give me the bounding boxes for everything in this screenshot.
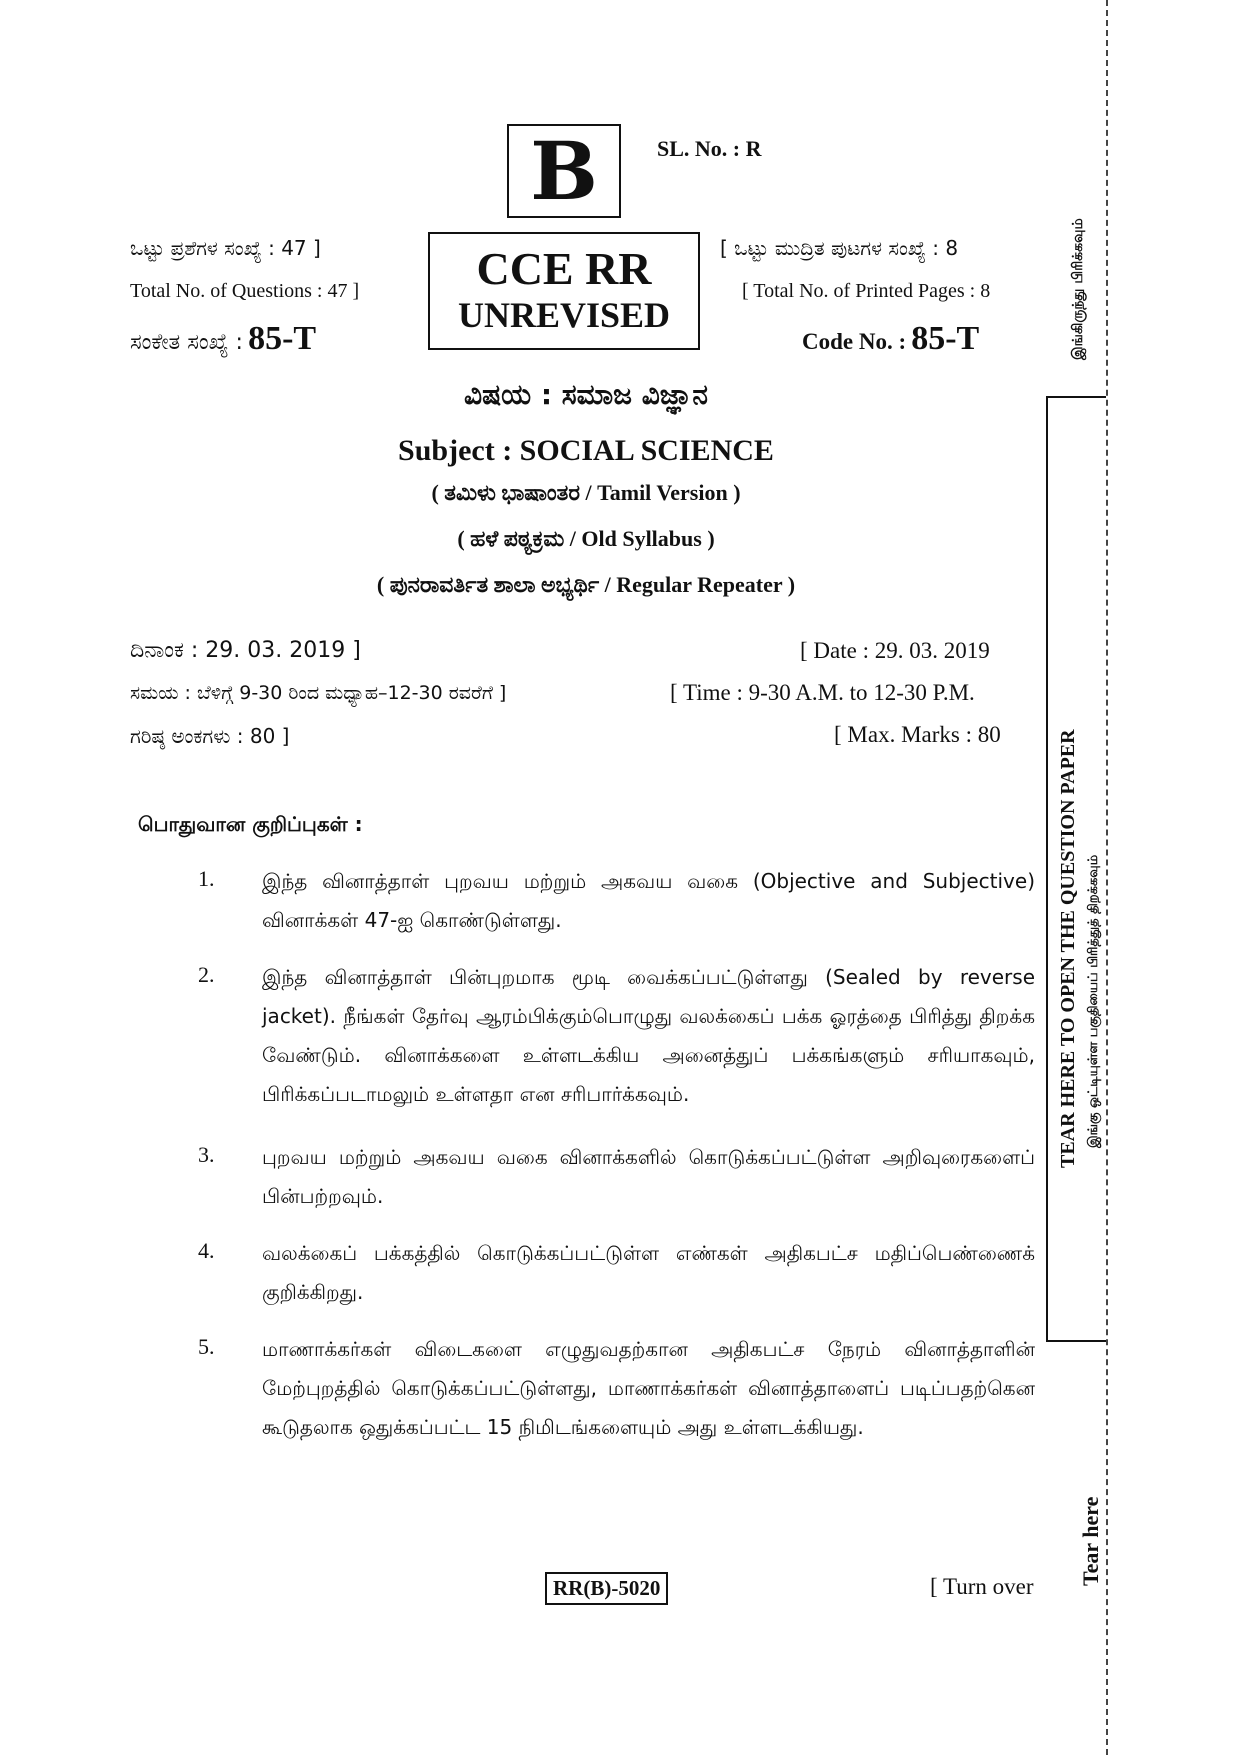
turn-over-label: [ Turn over [930, 1574, 1034, 1599]
kn-total-pages: [ ಒಟ್ಟು ಮುದ್ರಿತ ಪುಟಗಳ ಸಂಖ್ಯೆ : 8 [720, 236, 959, 260]
instruction-text: இந்த வினாத்தாள் புறவய மற்றும் அகவய வகை (Objective and Subjective) வினாக்கள் 47-ஐ கொண்டுள்ளது. [262, 869, 1035, 932]
kn-code-line [130, 320, 316, 358]
paper-code: RR(B)-5020 [545, 1572, 668, 1605]
serial-number: SL. No. : R [657, 136, 762, 161]
cce-title: CCE RR [476, 243, 652, 294]
instruction-text: புறவய மற்றும் அகவய வகை வினாக்களில் கொடுக்கப்பட்டுள்ள அறிவுரைகளைப் பின்பற்றவும். [262, 1145, 1035, 1208]
en-time: [ Time : 9-30 A.M. to 12-30 P.M. [670, 680, 975, 705]
tear-tamil-main: இங்கு ஒட்டியுள்ள பகுதியைப் பிரித்துத் திறக்கவும் [1086, 854, 1101, 1148]
instruction-text: மாணாக்கர்கள் விடைகளை எழுதுவதற்கான அதிகபட்ச நேரம் வினாத்தாளின் மேற்புறத்தில் கொடுக்கப்பட்டுள்ளது, மாணாக்கர்கள் வினாத்தாளைப் படிப்பதற்கென கூடுதலாக ஒதுக்கப்பட்ட 15 நிமிடங்களையும் அது உள்ளடக்கியது. [262, 1337, 1035, 1439]
instruction-number: 1. [198, 866, 215, 891]
kn-subject: ವಿಷಯ : ಸಮಾಜ ವಿಜ್ಞಾನ [464, 378, 708, 411]
instruction-text: வலக்கைப் பக்கத்தில் கொடுக்கப்பட்டுள்ள எண்கள் அதிகபட்ச மதிப்பெண்ணைக் குறிக்கிறது. [262, 1241, 1035, 1304]
tear-here-label: Tear here [1078, 1496, 1103, 1586]
en-total-pages: [ Total No. of Printed Pages : 8 [742, 280, 991, 302]
kn-code-label: ಸಂಕೇತ ಸಂಖ್ಯೆ : [130, 330, 243, 355]
kn-total-questions: ಒಟ್ಟು ಪ್ರಶೆಗಳ ಸಂಖ್ಯೆ : 47 ] [130, 236, 321, 260]
tear-english-main: TEAR HERE TO OPEN THE QUESTION PAPER [1057, 729, 1079, 1168]
version-line: ( ತಮಿಳು ಭಾಷಾಂತರ / Tamil Version ) [431, 480, 741, 505]
en-code-label: Code No. : [802, 329, 907, 354]
instruction-number: 2. [198, 962, 215, 987]
kn-code-value: 85-T [248, 320, 317, 357]
instruction-number: 3. [198, 1142, 215, 1167]
tear-line [1106, 0, 1108, 1755]
version-letter-box: B [507, 124, 621, 218]
tear-tamil-top: இங்கிருந்து பிரிக்கவும் [1070, 218, 1086, 360]
instruction-text: இந்த வினாத்தாள் பின்புறமாக மூடி வைக்கப்பட்டுள்ளது (Sealed by reverse jacket). நீங்கள் தேர்வு ஆரம்பிக்கும்பொழுது வலக்கைப் பக்க ஓரத்தை பிரித்து திறக்க வேண்டும். வினாக்களை உள்ளடக்கிய அனைத்துப் பக்கங்களும் சரியாகவும், பிரிக்கப்படாமலும் உள்ளதா என சரிபார்க்கவும். [262, 965, 1035, 1106]
en-marks: [ Max. Marks : 80 [834, 722, 1001, 747]
en-total-questions: Total No. of Questions : 47 ] [130, 280, 360, 302]
kn-marks: ಗರಿಷ್ಠ ಅಂಕಗಳು : 80 ] [130, 724, 290, 748]
kn-date: ದಿನಾಂಕ : 29. 03. 2019 ] [130, 638, 361, 663]
syllabus-line: ( ಹಳೆ ಪಠ್ಯಕ್ರಮ / Old Syllabus ) [457, 526, 715, 551]
cce-subtitle: UNREVISED [457, 295, 671, 335]
en-date: [ Date : 29. 03. 2019 [800, 638, 990, 663]
instruction-number: 4. [198, 1238, 215, 1263]
en-code-line [802, 320, 979, 358]
instruction-number: 5. [198, 1334, 215, 1359]
instructions-heading: பொதுவான குறிப்புகள் : [138, 812, 363, 836]
kn-time: ಸಮಯ : ಬೆಳಿಗ್ಗೆ 9-30 ರಿಂದ ಮಧ್ಯಾಹ–12-30 ರವರೆಗೆ ] [130, 682, 507, 704]
en-subject: Subject : SOCIAL SCIENCE [398, 434, 774, 467]
en-code-value: 85-T [911, 320, 980, 357]
cce-title-box [428, 232, 700, 350]
candidate-line: ( ಪುನರಾವರ್ತಿತ ಶಾಲಾ ಅಭ್ಯರ್ಥಿ / Regular Repeater ) [376, 572, 796, 597]
